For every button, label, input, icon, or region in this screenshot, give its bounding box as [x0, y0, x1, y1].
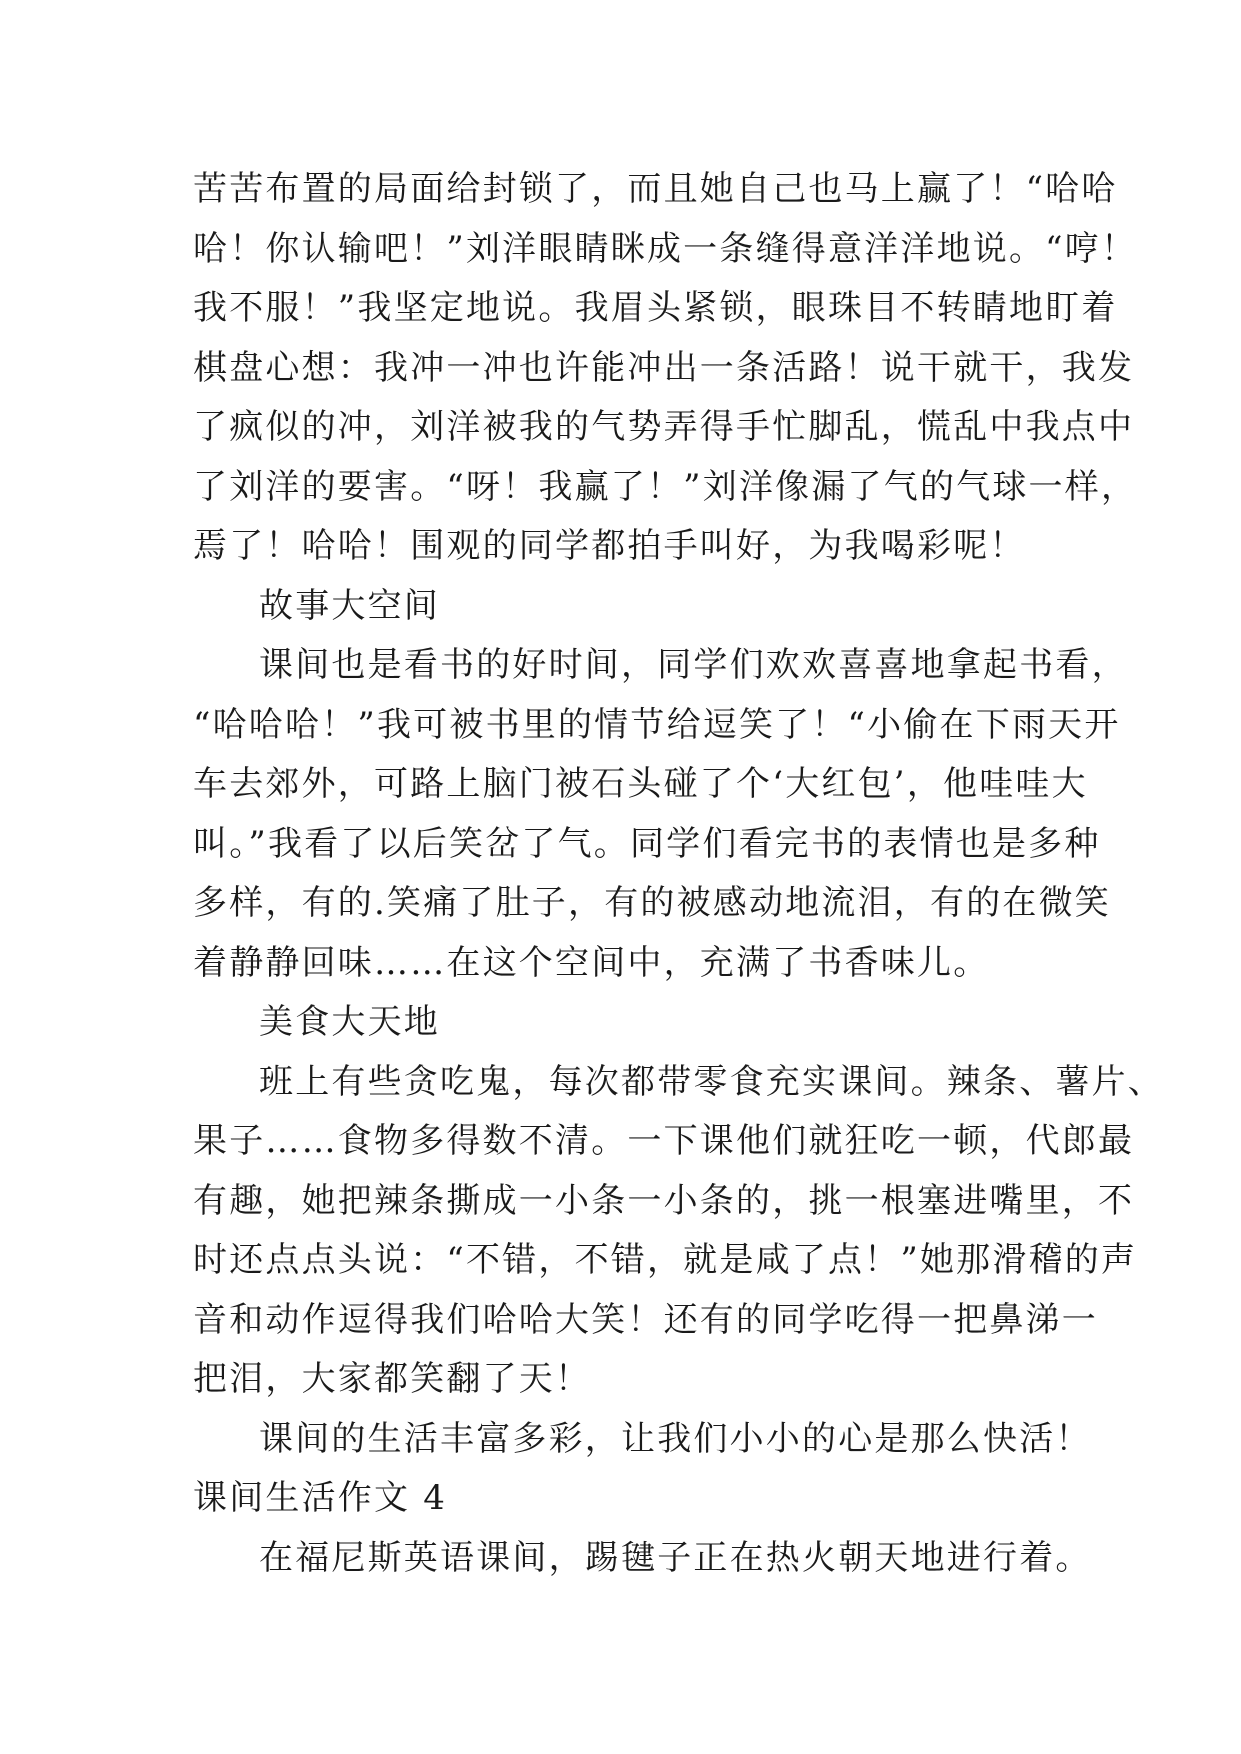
section-heading: 美食大天地: [259, 1002, 440, 1042]
paragraph-line: 果子……食物多得数不清。一下课他们就狂吃一顿，代郎最: [193, 1121, 1135, 1161]
paragraph-line: 音和动作逗得我们哈哈大笑！还有的同学吃得一把鼻涕一: [193, 1299, 1098, 1340]
paragraph-line: 着静静回味……在这个空间中，充满了书香味儿。: [193, 942, 990, 983]
paragraph-line: 在福尼斯英语课间，踢毽子正在热火朝天地进行着。: [259, 1537, 1092, 1578]
document-page: [193, 160, 1164, 1588]
paragraph-line: 我不服！”我坚定地说。我眉头紧锁，眼珠目不转睛地盯着: [193, 288, 1118, 328]
paragraph-line: 课间的生活丰富多彩，让我们小小的心是那么快活！: [259, 1418, 1092, 1459]
paragraph-line: 车去郊外，可路上脑门被石头碰了个‘大红包’，他哇哇大: [193, 764, 1088, 804]
paragraph-line: 课间也是看书的好时间，同学们欢欢喜喜地拿起书看，: [259, 645, 1128, 685]
paragraph-line: 班上有些贪吃鬼，每次都带零食充实课间。辣条、薯片、: [259, 1061, 1164, 1102]
paragraph-line: 把泪，大家都笑翻了天！: [193, 1359, 592, 1399]
paragraph-line: 苦苦布置的局面给封锁了，而且她自己也马上赢了！“哈哈: [193, 169, 1118, 209]
paragraph-line: 了疯似的冲，刘洋被我的气势弄得手忙脚乱，慌乱中我点中: [193, 407, 1135, 447]
paragraph-line: 有趣，她把辣条撕成一小条一小条的，挑一根塞进嘴里，不: [193, 1180, 1135, 1221]
paragraph-line: 时还点点头说：“不错，不错，就是咸了点！”她那滑稽的声: [193, 1240, 1138, 1280]
paragraph-line: 多样，有的.笑痛了肚子，有的被感动地流泪，有的在微笑: [193, 883, 1112, 923]
paragraph-line: 哈！你认输吧！”刘洋眼睛眯成一条缝得意洋洋地说。“哼！: [193, 228, 1138, 269]
paragraph-line: “哈哈哈！”我可被书里的情节给逗笑了！“小偷在下雨天开: [193, 704, 1121, 745]
paragraph-line: 了刘洋的要害。“呀！我赢了！”刘洋像漏了气的气球一样，: [193, 466, 1138, 507]
section-heading: 故事大空间: [259, 585, 440, 626]
paragraph-line: 棋盘心想：我冲一冲也许能冲出一条活路！说干就干，我发: [193, 347, 1135, 388]
essay-title: 课间生活作文 4: [193, 1478, 448, 1518]
paragraph-line: 焉了！哈哈！围观的同学都拍手叫好，为我喝彩呢！: [193, 526, 1026, 566]
paragraph-line: 叫。”我看了以后笑岔了气。同学们看完书的表情也是多种: [193, 823, 1101, 864]
